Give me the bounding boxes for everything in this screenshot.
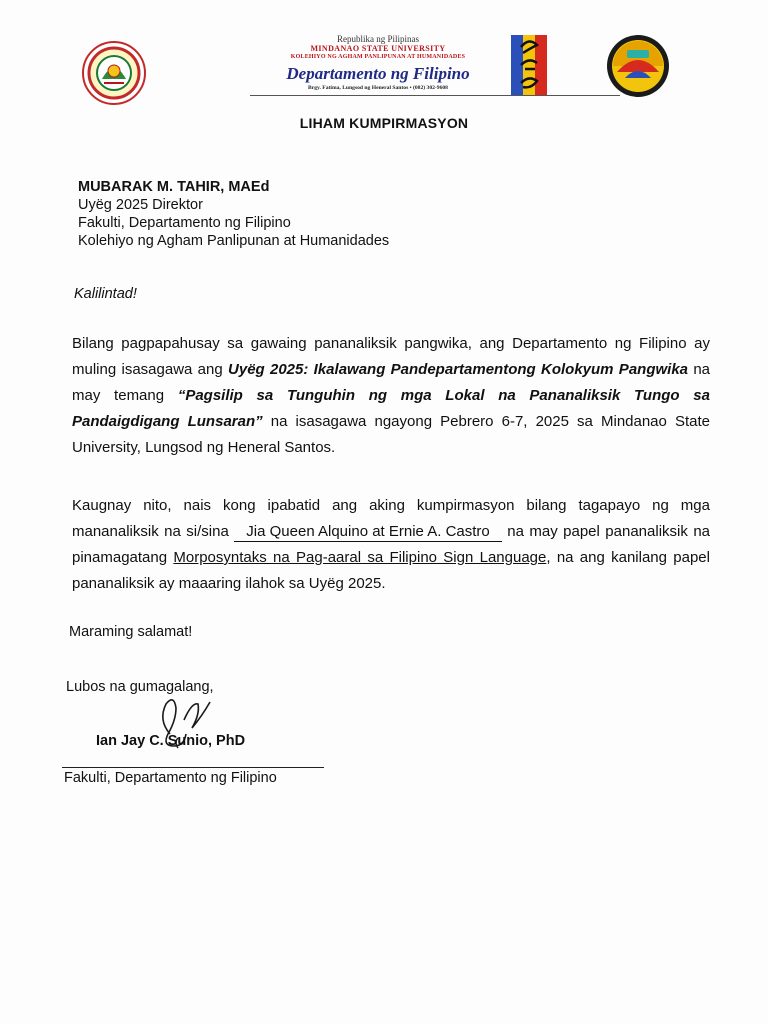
letterhead-college: KOLEHIYO NG AGHAM PANLIPUNAN AT HUMANIDADES [290, 54, 466, 60]
letterhead-republic: Republika ng Pilipinas [337, 34, 419, 44]
letterhead-department: Departamento ng Filipino [286, 64, 470, 83]
salutation: Kalilintad! [74, 286, 137, 302]
researchers-field: Jia Queen Alquino at Ernie A. Castro [234, 523, 501, 542]
body-paragraph-1 [72, 331, 710, 461]
signer-title: Fakulti, Departamento ng Filipino [64, 770, 277, 786]
closing-line: Lubos na gumagalang, [66, 679, 214, 695]
signature-line [62, 767, 324, 768]
handwritten-signature-icon [140, 690, 230, 760]
baybayin-emblem-icon [511, 35, 547, 95]
addressee-department: Fakulti, Departamento ng Filipino [78, 215, 291, 231]
event-title: Uyëg 2025: Ikalawang Pandepartamentong Kolokyum Pangwika [228, 361, 689, 378]
letterhead-university: MINDANAO STATE UNIVERSITY [310, 44, 446, 53]
thanks-line: Maraming salamat! [69, 624, 193, 640]
body-paragraph-2 [72, 493, 710, 597]
letterhead-address: Brgy. Fatima, Lungsod ng Heneral Santos • (082) 302-9608 [308, 85, 448, 91]
department-seal-icon [605, 34, 671, 98]
paragraph-1-text-a: Bilang pagpapahusay sa gawaing pananaliksik pangwika, ang Departamento ng Filipino ay muling isasagawa ang [72, 335, 710, 378]
addressee-position: Uyëg 2025 Direktor [78, 197, 203, 213]
addressee-block [78, 178, 389, 250]
paragraph-1-text-b: na may temang [72, 361, 711, 404]
university-seal-icon [82, 41, 146, 105]
signer-name: Ian Jay C. Sunio, PhD [96, 733, 246, 749]
addressee-college: Kolehiyo ng Agham Panlipunan at Humanidades [78, 233, 390, 249]
letterhead-divider [250, 95, 620, 96]
letter-title: LIHAM KUMPIRMASYON [299, 115, 469, 131]
paragraph-1-text-c: na isasagawa ngayong Pebrero 6-7, 2025 sa Mindanao State University, Lungsod ng Heneral Santos. [72, 413, 710, 456]
paragraph-2-text-b: na may papel pananaliksik na pinamagatang [72, 523, 710, 566]
paper-title: Morposyntaks na Pag-aaral sa Filipino Sign Language [173, 549, 547, 566]
letterhead [250, 34, 506, 92]
event-theme: “Pagsilip sa Tunguhin ng mga Lokal na Pananaliksik Tungo sa Pandaigdigang Lunsaran” [72, 387, 710, 430]
paragraph-2-text-c: , na ang kanilang papel pananaliksik ay maaaring ilahok sa Uyëg 2025. [72, 549, 710, 592]
addressee-name: MUBARAK M. TAHIR, MAEd [78, 179, 270, 195]
paragraph-2-text-a: Kaugnay nito, nais kong ipabatid ang aking kumpirmasyon bilang tagapayo ng mga mananaliksik na si/sina [72, 497, 710, 540]
